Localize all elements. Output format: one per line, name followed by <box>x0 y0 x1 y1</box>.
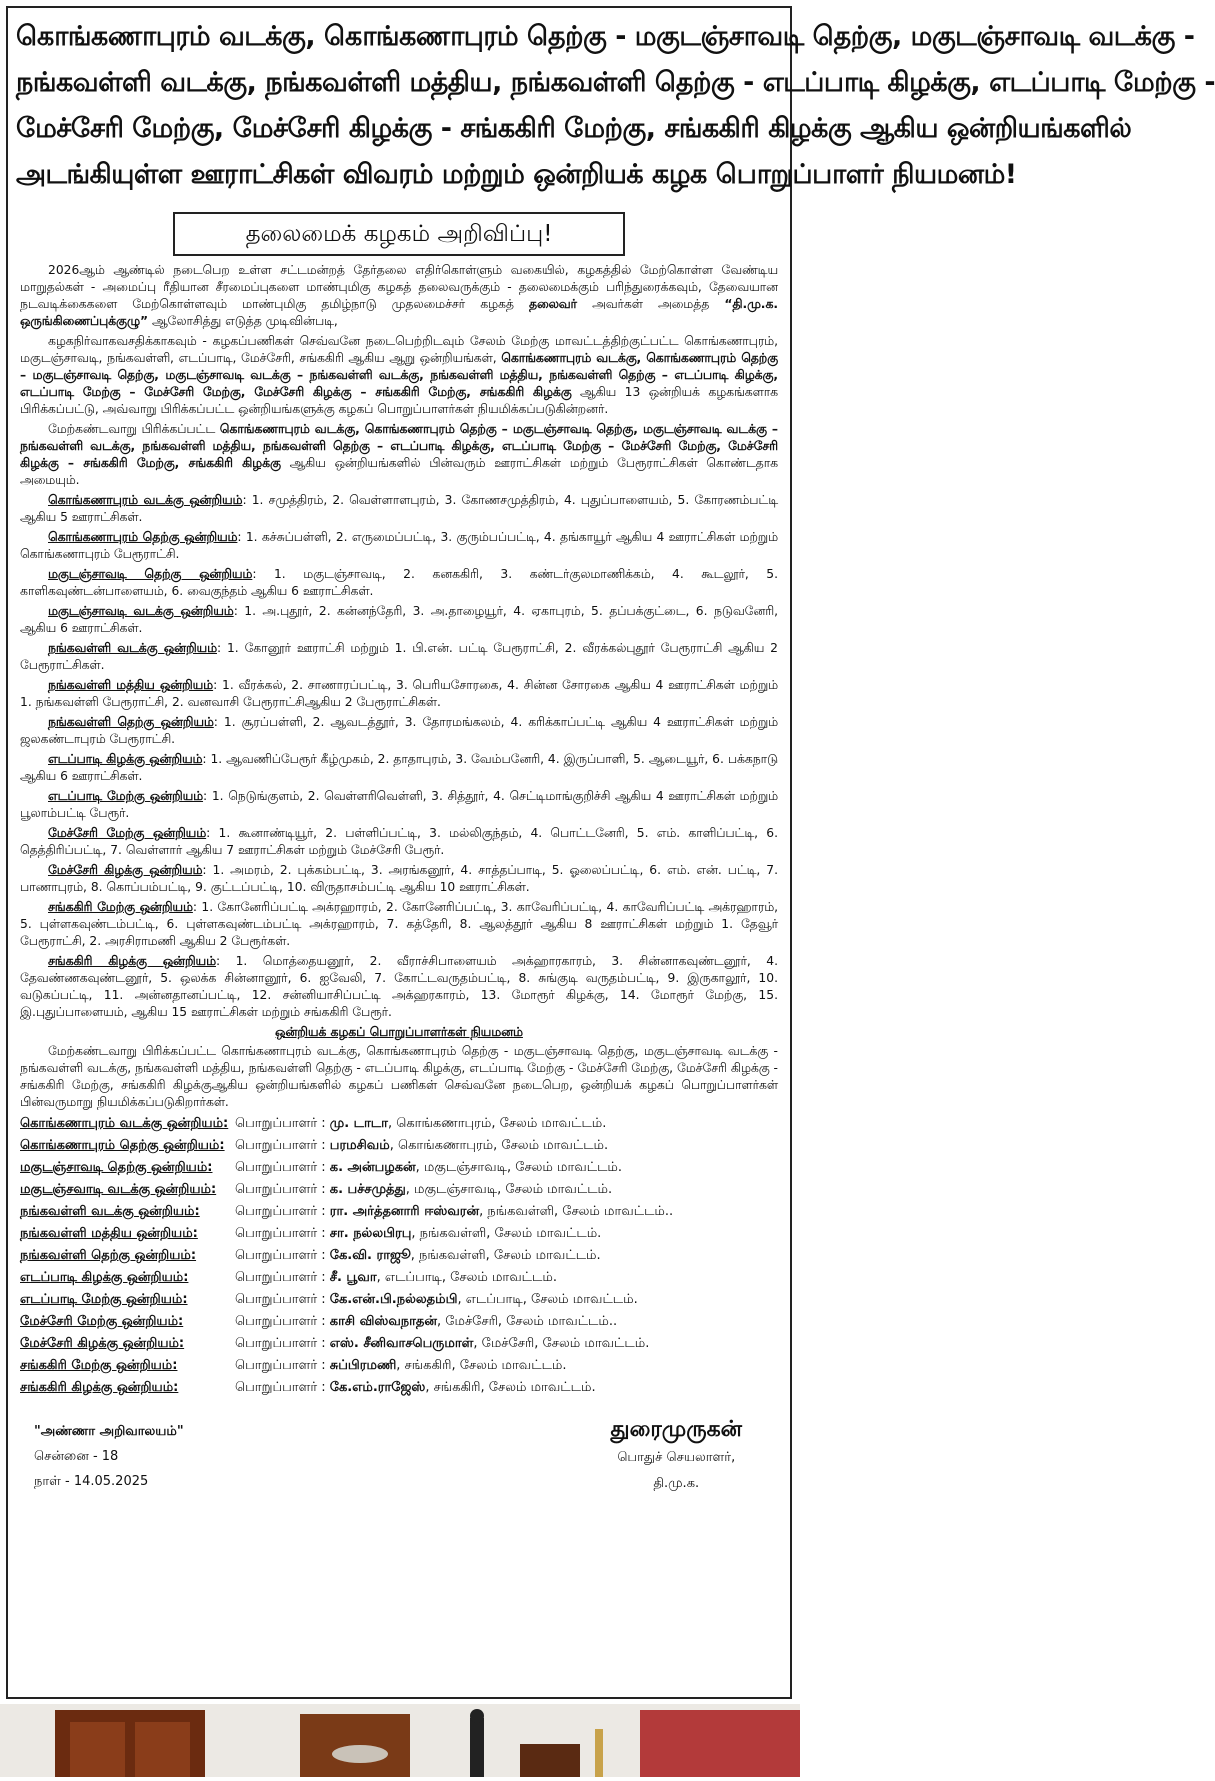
union-name: மகுடஞ்சாவடி வடக்கு ஒன்றியம் <box>48 604 234 618</box>
red-curtain <box>640 1710 800 1777</box>
allocation-place: , மேச்சேரி, சேலம் மாவட்டம்.. <box>436 1314 618 1329</box>
allocation-label: பொறுப்பாளர் : <box>235 1182 330 1197</box>
allocation-union: கொங்கணாபுரம் வடக்கு ஒன்றியம்: <box>20 1116 229 1131</box>
allocation-union: மகுடஞ்சவாடி வடக்கு ஒன்றியம்: <box>20 1182 217 1197</box>
allocation-place: , சங்ககிரி, சேலம் மாவட்டம். <box>396 1358 567 1373</box>
union-name: எடப்பாடி மேற்கு ஒன்றியம் <box>48 789 204 803</box>
plate <box>332 1745 388 1763</box>
union-entry <box>20 566 778 600</box>
office-city: சென்னை - 18 <box>34 1449 119 1464</box>
union-name: எடப்பாடி கிழக்கு ஒன்றியம் <box>48 752 203 766</box>
allocation-union: சங்ககிரி கிழக்கு ஒன்றியம்: <box>20 1380 179 1395</box>
allocation-row <box>20 1312 778 1331</box>
office-name: "அண்ணா அறிவாலயம்" <box>34 1424 184 1439</box>
intro-text: ஆலோசித்து எடுத்த முடிவின்படி, <box>148 314 338 328</box>
pedestal <box>520 1744 580 1777</box>
union-entry <box>20 862 778 896</box>
union-villages: : 1. கோனேரிப்பட்டி அக்ரஹாரம், 2. கோனேரிப்பட்டி, 3. காவேரிப்பட்டி, 4. காவேரிப்பட்டி அக்ரஹாரம், 5. புள்ளகவுண்டம்பட்டி, 6. புள்ளகவுண்டம்பட்டி அக்ரஹாரம், 7. கத்தேரி, 8. ஆலத்தூர் ஆகிய 8 ஊராட்சிகள் மற்றும் 1. தேவூர் பேரூராட்சி, 2. அரசிராமணி ஆகிய 2 பேரூர்கள். <box>20 900 778 948</box>
union-entry <box>20 714 778 748</box>
union-villages: : 1. மகுடஞ்சாவடி, 2. கனககிரி, 3. கண்டர்குலமாணிக்கம், 4. கூடலூர், 5. காளிகவுண்டன்பாளையம், 6. வைகுந்தம் ஆகிய 6 ஊராட்சிகள். <box>20 567 779 598</box>
allocation-label: பொறுப்பாளர் : <box>235 1358 330 1373</box>
allocation-place: , நங்கவள்ளி, சேலம் மாவட்டம்.. <box>479 1204 674 1219</box>
union-villages: : 1. மொத்தையனூர், 2. வீராச்சிபாளையம் அக்ஹாரகாரம், 3. சின்னாகவுண்டனூர், 4. தேவண்ணகவுண்டனூர், 5. ஒலக்க சின்னானூர், 6. ஐவேலி, 7. கோட்டவருதம்பட்டி, 8. சுங்குடி வருதம்பட்டி, 9. இருகாலூர், 10. வடுகப்பட்டி, 11. அன்னதானப்பட்டி, 12. சன்னியாசிப்பட்டி அக்ஹரகாரம், 13. மோரூர் கிழக்கு, 14. மோரூர் மேற்கு, 15. இ.புதுப்பாளையம், ஆகிய 15 ஊராட்சிகள் மற்றும் சங்ககிரி பேரூர். <box>20 954 778 1019</box>
allocation-person: க. அன்பழகன் <box>329 1160 416 1175</box>
signatory-designation: பொதுச் செயலாளர், <box>617 1450 736 1465</box>
announcement-document <box>6 6 1215 1699</box>
allocation-label: பொறுப்பாளர் : <box>235 1160 330 1175</box>
allocation-row <box>20 1158 778 1177</box>
allocation-row <box>20 1334 778 1353</box>
allocation-union: மேச்சேரி கிழக்கு ஒன்றியம்: <box>20 1336 185 1351</box>
allocation-place: , கொங்கணாபுரம், சேலம் மாவட்டம். <box>389 1138 609 1153</box>
division-text: ஆகிய 13 ஒன்றியக் கழகங்களாக பிரிக்கப்பட்டு, அவ்வாறு பிரிக்கப்பட்ட ஒன்றியங்களுக்கு கழகப் பொறுப்பாளர்கள் நியமிக்கப்படுகின்றனர். <box>20 385 778 416</box>
allocation-place: , மேச்சேரி, சேலம் மாவட்டம். <box>473 1336 650 1351</box>
allocation-union: நங்கவள்ளி வடக்கு ஒன்றியம்: <box>20 1204 200 1219</box>
intro-bold-text: தலைவர் <box>528 297 577 311</box>
allocation-label: பொறுப்பாளர் : <box>235 1248 330 1263</box>
allocation-person: ரா. அர்த்தனாரி ஈஸ்வரன் <box>329 1204 480 1219</box>
allocation-union: கொங்கணாபுரம் தெற்கு ஒன்றியம்: <box>20 1138 225 1153</box>
allocation-person: க. பச்சமுத்து <box>329 1182 406 1197</box>
union-entry <box>20 751 778 785</box>
allocation-row <box>20 1378 778 1397</box>
union-entry <box>20 788 778 822</box>
allocation-person: கே.எம்.ராஜேஸ் <box>329 1380 426 1395</box>
headline-line: கொங்கணாபுரம் வடக்கு, கொங்கணாபுரம் தெற்கு - மகுடஞ்சாவடி தெற்கு, மகுடஞ்சாவடி வடக்கு - <box>16 21 1195 52</box>
document-body <box>8 262 790 1515</box>
allocation-person: கே.என்.பி.நல்லதம்பி <box>329 1292 458 1307</box>
cropped-photo-strip <box>0 1704 800 1777</box>
committee-name: “தி.மு.க. ஒருங்கிணைப்புக்குழு” <box>20 297 779 328</box>
union-name: நங்கவள்ளி மத்திய ஒன்றியம் <box>48 678 214 692</box>
signature-area <box>20 1405 778 1515</box>
notice-date: நாள் - 14.05.2025 <box>34 1474 149 1489</box>
union-entry <box>20 640 778 674</box>
photo-illustration <box>0 1704 800 1777</box>
union-villages: : 1. கோனூர் ஊராட்சி மற்றும் 1. பி.என். பட்டி பேரூராட்சி, 2. வீரக்கல்புதூர் பேரூராட்சி ஆகிய 2 பேரூராட்சிகள். <box>20 641 778 672</box>
allocation-person: கே.வி. ராஜூ <box>329 1248 411 1263</box>
union-name: மேச்சேரி மேற்கு ஒன்றியம் <box>48 826 207 840</box>
allocation-label: பொறுப்பாளர் : <box>235 1380 330 1395</box>
statue-head <box>470 1709 484 1723</box>
allocation-place: , மகுடஞ்சாவடி, சேலம் மாவட்டம். <box>405 1182 613 1197</box>
union-name: மேச்சேரி கிழக்கு ஒன்றியம் <box>48 863 203 877</box>
union-entry <box>20 529 778 563</box>
allocation-label: பொறுப்பாளர் : <box>235 1270 330 1285</box>
union-villages: : 1. ஆவணிப்பேரூர் கீழ்முகம், 2. தாதாபுரம், 3. வேம்பனேரி, 4. இருப்பாளி, 5. ஆடையூர், 6. பக்கநாடு ஆகிய 6 ஊராட்சிகள். <box>20 752 778 783</box>
signatory-name: துரைமுருகன் <box>610 1417 742 1442</box>
allocation-label: பொறுப்பாளர் : <box>235 1204 330 1219</box>
door-panel <box>70 1722 125 1777</box>
allocation-heading: ஒன்றியக் கழகப் பொறுப்பாளர்கள் நியமனம் <box>275 1025 523 1039</box>
notice-title-box <box>173 212 625 256</box>
allocation-row <box>20 1356 778 1375</box>
allocation-union: சங்ககிரி மேற்கு ஒன்றியம்: <box>20 1358 178 1373</box>
allocation-person: எஸ். சீனிவாசபெருமாள் <box>329 1336 474 1351</box>
union-name: மகுடஞ்சாவடி தெற்கு ஒன்றியம் <box>48 567 253 581</box>
headline-line: மேச்சேரி மேற்கு, மேச்சேரி கிழக்கு - சங்ககிரி மேற்கு, சங்ககிரி கிழக்கு ஆகிய ஒன்றியங்களில் <box>16 113 1132 144</box>
allocation-person: பரமசிவம் <box>329 1138 390 1153</box>
door-panel <box>135 1722 190 1777</box>
allocation-union: நங்கவள்ளி தெற்கு ஒன்றியம்: <box>20 1248 197 1263</box>
composition-paragraph <box>20 421 778 489</box>
allocation-union: எடப்பாடி கிழக்கு ஒன்றியம்: <box>20 1270 189 1285</box>
headline <box>16 14 1215 198</box>
allocation-place: , கொங்கணாபுரம், சேலம் மாவட்டம். <box>387 1116 607 1131</box>
union-villages: : 1. கூனாண்டியூர், 2. பள்ளிப்பட்டி, 3. மல்லிகுந்தம், 4. பொட்டனேரி, 5. எம். காளிப்பட்டி, 6. தெத்திரிப்பட்டி, 7. வெள்ளார் ஆகிய 7 ஊராட்சிகள் மற்றும் மேச்சேரி பேரூர். <box>20 826 778 857</box>
allocation-list <box>20 1114 778 1397</box>
intro-text: 2026ஆம் ஆண்டில் நடைபெற உள்ள சட்டமன்றத் தேர்தலை எதிர்கொள்ளும் வகையில், கழகத்தில் மேற்கொள்ள வேண்டிய மாறுதல்கள் - அமைப்பு ரீதியான சீரமைப்புகளை மாண்புமிகு கழகத் தலைவருக்கும் - தலைமைக்கும் பரிந்துரைக்கவும், தேவையான நடவடிக்கைகளை மேற்கொள்ளவும் மாண்புமிகு தமிழ்நாடு முதலமைச்சர் கழகத் <box>20 263 778 311</box>
union-list <box>20 492 778 1021</box>
division-paragraph <box>20 333 778 418</box>
allocation-union: மகுடஞ்சாவடி தெற்கு ஒன்றியம்: <box>20 1160 213 1175</box>
allocation-person: சா. நல்லபிரபு <box>329 1226 412 1241</box>
allocation-row <box>20 1246 778 1265</box>
allocation-row <box>20 1202 778 1221</box>
allocation-row <box>20 1136 778 1155</box>
allocation-person: காசி விஸ்வநாதன் <box>329 1314 437 1329</box>
union-name: கொங்கணாபுரம் தெற்கு ஒன்றியம் <box>48 530 238 544</box>
signatory-block <box>611 1415 742 1497</box>
allocation-place: , நங்கவள்ளி, சேலம் மாவட்டம். <box>410 1248 601 1263</box>
intro-text: அவர்கள் அமைத்த <box>576 297 725 311</box>
allocation-place: , நங்கவள்ளி, சேலம் மாவட்டம். <box>411 1226 602 1241</box>
union-villages: : 1. அமரம், 2. புக்கம்பட்டி, 3. அரங்கனூர், 4. சாத்தப்பாடி, 5. ஓலைப்பட்டி, 6. எம். என். பட்டி, 7. பாணாபுரம், 8. கொப்பம்பட்டி, 9. குட்டப்பட்டி, 10. விருதாசம்பட்டி ஆகிய 10 ஊராட்சிகள். <box>20 863 779 894</box>
union-villages: : 1. அ.புதூர், 2. கன்னந்தேரி, 3. அ.தாழையூர், 4. ஏகாபுரம், 5. தப்பக்குட்டை, 6. நடுவனேரி, ஆகிய 6 ஊராட்சிகள். <box>20 604 779 635</box>
office-address <box>34 1419 184 1494</box>
allocation-union: நங்கவள்ளி மத்திய ஒன்றியம்: <box>20 1226 198 1241</box>
notice-title: தலைமைக் கழகம் அறிவிப்பு! <box>245 221 553 247</box>
headline-line: அடங்கியுள்ள ஊராட்சிகள் விவரம் மற்றும் ஒன்றியக் கழக பொறுப்பாளர் நியமனம்! <box>16 159 1017 190</box>
union-villages: : 1. வீரக்கல், 2. சாணாரப்பட்டி, 3. பெரியசோரகை, 4. சின்ன சோரகை ஆகிய 4 ஊராட்சிகள் மற்றும் 1. நங்கவள்ளி பேரூராட்சி, 2. வனவாசி பேரூராட்சிஆகிய 2 பேரூராட்சிகள். <box>20 678 778 709</box>
allocation-label: பொறுப்பாளர் : <box>235 1226 330 1241</box>
union-entry <box>20 492 778 526</box>
union-entry <box>20 603 778 637</box>
statue <box>470 1718 484 1777</box>
allocation-person: சுப்பிரமணி <box>329 1358 397 1373</box>
composition-text: மேற்கண்டவாறு பிரிக்கப்பட்ட <box>48 422 220 436</box>
allocation-label: பொறுப்பாளர் : <box>235 1336 330 1351</box>
trophy <box>595 1729 603 1777</box>
party-name: தி.மு.க. <box>653 1476 700 1491</box>
allocation-place: , எடப்பாடி, சேலம் மாவட்டம். <box>376 1270 557 1285</box>
union-entry <box>20 825 778 859</box>
union-entry <box>20 899 778 950</box>
allocation-person: மு. டாடா <box>329 1116 388 1131</box>
allocation-place: , மகுடஞ்சாவடி, சேலம் மாவட்டம். <box>415 1160 623 1175</box>
union-villages: : 1. சூரப்பள்ளி, 2. ஆவடத்தூர், 3. தோரமங்கலம், 4. கரிக்காப்பட்டி ஆகிய 4 ஊராட்சிகள் மற்றும் ஜலகண்டாபுரம் பேரூராட்சி. <box>20 715 778 746</box>
union-entry <box>20 953 778 1021</box>
allocation-label: பொறுப்பாளர் : <box>235 1138 330 1153</box>
allocation-label: பொறுப்பாளர் : <box>235 1116 330 1131</box>
union-name: சங்ககிரி மேற்கு ஒன்றியம் <box>48 900 193 914</box>
union-villages: : 1. கச்சுப்பள்ளி, 2. எருமைப்பட்டி, 3. குரும்பப்பட்டி, 4. தங்காயூர் ஆகிய 4 ஊராட்சிகள் மற்றும் கொங்கணாபுரம் பேரூராட்சி. <box>20 530 778 561</box>
allocation-row <box>20 1114 778 1133</box>
allocation-place: , எடப்பாடி, சேலம் மாவட்டம். <box>457 1292 638 1307</box>
division-text: கழகநிர்வாகவசதிக்காகவும் - கழகப்பணிகள் செவ்வனே நடைபெற்றிடவும் சேலம் மேற்கு மாவட்டத்திற்குட்பட்ட கொங்கணாபுரம், மகுடஞ்சாவடி, நங்கவள்ளி, எடப்பாடி, மேச்சேரி, சங்ககிரி ஆகிய ஆறு ஒன்றியங்கள், <box>20 334 778 365</box>
intro-paragraph <box>20 262 778 330</box>
union-entry <box>20 677 778 711</box>
allocation-person: சீ. பூவா <box>329 1270 377 1285</box>
union-name: கொங்கணாபுரம் வடக்கு ஒன்றியம் <box>48 493 243 507</box>
union-villages: : 1. நெடுங்குளம், 2. வெள்ளரிவெள்ளி, 3. சித்தூர், 4. செட்டிமாங்குறிச்சி ஆகிய 4 ஊராட்சிகள் மற்றும் பூலாம்பட்டி பேரூர். <box>20 789 779 820</box>
allocation-union: மேச்சேரி மேற்கு ஒன்றியம்: <box>20 1314 184 1329</box>
union-villages: : 1. சமுத்திரம், 2. வெள்ளாளபுரம், 3. கோணசமுத்திரம், 4. புதுப்பாளையம், 5. கோரணம்பட்டி ஆகிய 5 ஊராட்சிகள். <box>20 493 778 524</box>
union-name: நங்கவள்ளி வடக்கு ஒன்றியம் <box>48 641 217 655</box>
union-name: நங்கவள்ளி தெற்கு ஒன்றியம் <box>48 715 214 729</box>
allocation-row <box>20 1180 778 1199</box>
allocation-row <box>20 1290 778 1309</box>
allocation-label: பொறுப்பாளர் : <box>235 1314 330 1329</box>
allocation-intro: மேற்கண்டவாறு பிரிக்கப்பட்ட கொங்கணாபுரம் வடக்கு, கொங்கணாபுரம் தெற்கு - மகுடஞ்சாவடி தெற்கு, மகுடஞ்சாவடி வடக்கு - நங்கவள்ளி வடக்கு, நங்கவள்ளி மத்திய, நங்கவள்ளி தெற்கு - எடப்பாடி கிழக்கு, எடப்பாடி மேற்கு - மேச்சேரி மேற்கு, மேச்சேரி கிழக்கு - சங்ககிரி மேற்கு, சங்ககிரி கிழக்குஆகிய ஒன்றியங்களில் கழகப் பணிகள் செவ்வனே நடைபெற, ஒன்றியக் கழகப் பொறுப்பாளர்கள் பின்வருமாறு நியமிக்கப்படுகிறார்கள். <box>20 1044 778 1109</box>
composition-text: ஆகிய ஒன்றியங்களில் பின்வரும் ஊராட்சிகள் மற்றும் பேரூராட்சிகள் கொண்டதாக அமையும். <box>20 456 778 487</box>
allocation-place: , சங்ககிரி, சேலம் மாவட்டம். <box>425 1380 596 1395</box>
union-name: சங்ககிரி கிழக்கு ஒன்றியம் <box>48 954 216 968</box>
allocation-label: பொறுப்பாளர் : <box>235 1292 330 1307</box>
headline-line: நங்கவள்ளி வடக்கு, நங்கவள்ளி மத்திய, நங்கவள்ளி தெற்கு - எடப்பாடி கிழக்கு, எடப்பாடி மேற்கு - <box>16 67 1215 98</box>
allocation-union: எடப்பாடி மேற்கு ஒன்றியம்: <box>20 1292 188 1307</box>
allocation-row <box>20 1268 778 1287</box>
allocation-row <box>20 1224 778 1243</box>
composition-union-list: கொங்கணாபுரம் வடக்கு, கொங்கணாபுரம் தெற்கு – மகுடஞ்சாவடி தெற்கு, மகுடஞ்சாவடி வடக்கு – நங்கவள்ளி வடக்கு, நங்கவள்ளி மத்திய, நங்கவள்ளி தெற்கு – எடப்பாடி கிழக்கு, எடப்பாடி மேற்கு – மேச்சேரி மேற்கு, மேச்சேரி கிழக்கு – சங்ககிரி மேற்கு, சங்ககிரி கிழக்கு <box>20 422 778 470</box>
division-union-list: கொங்கணாபுரம் வடக்கு, கொங்கணாபுரம் தெற்கு – மகுடஞ்சாவடி தெற்கு, மகுடஞ்சாவடி வடக்கு – நங்கவள்ளி வடக்கு, நங்கவள்ளி மத்திய, நங்கவள்ளி தெற்கு – எடப்பாடி கிழக்கு, எடப்பாடி மேற்கு – மேச்சேரி மேற்கு, மேச்சேரி கிழக்கு – சங்ககிரி மேற்கு, சங்ககிரி கிழக்கு <box>20 351 778 399</box>
